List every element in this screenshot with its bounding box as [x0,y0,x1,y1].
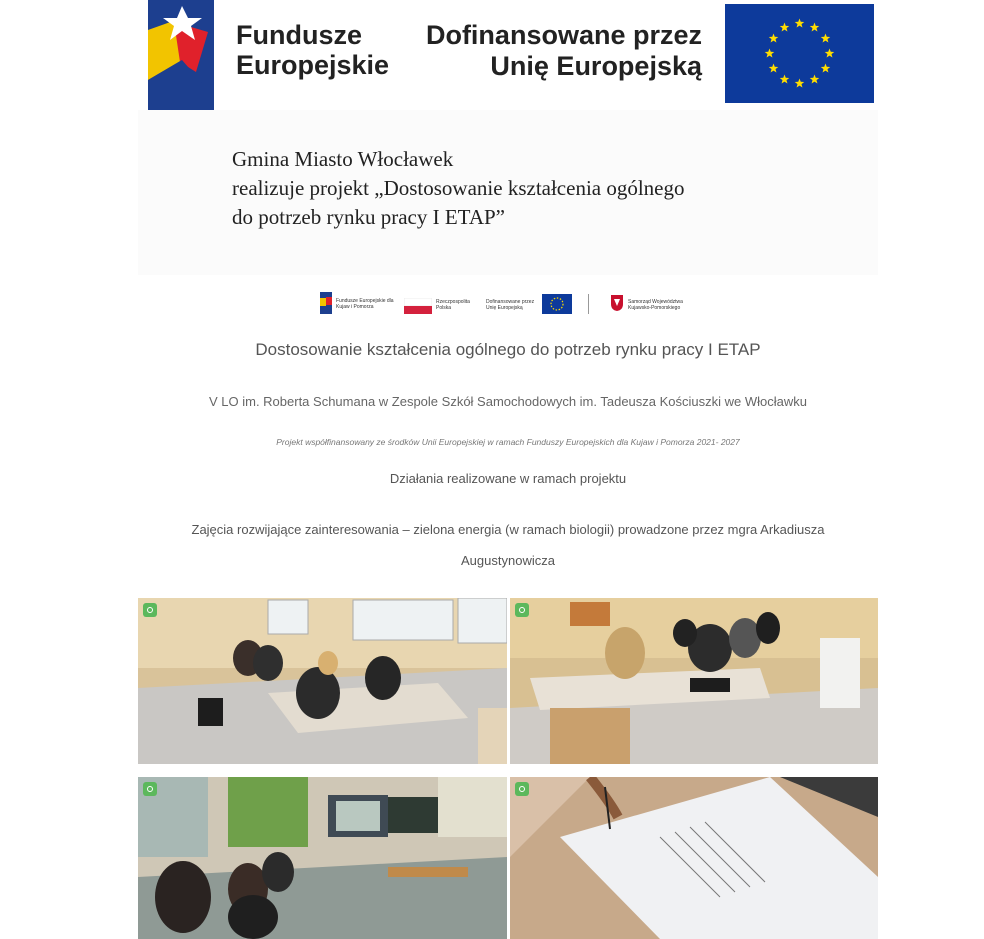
eu-star-icon [821,64,831,73]
eu-star-icon [795,79,805,88]
samorzad-crest-icon [610,294,624,312]
fe-line-2: Europejskie [236,50,390,80]
fe-small-logo-icon [320,292,332,314]
eu-star-icon [769,34,779,43]
eu-star-icon [810,23,820,32]
fe-line-1: Fundusze [236,20,362,50]
gmina-line-2: realizuje projekt „Dostosowanie kształcenia ogólnego [232,176,685,200]
classroom-photo-1-image [138,598,507,764]
dof-line-1: Dofinansowane przez [425,20,702,50]
activity-description: Zajęcia rozwijające zainteresowania – zielona energia (w ramach biologii) prowadzone przez mgra Arkadiusza Augustynowicza [191,522,825,568]
classroom-photo-2[interactable] [510,598,878,764]
project-title: Dostosowanie kształcenia ogólnego do potrzeb rynku pracy I ETAP [255,340,761,359]
eu-star-icon [780,74,790,83]
classroom-photo-1[interactable] [138,598,507,764]
logo-divider [588,294,589,314]
classroom-photo-3[interactable] [138,777,507,939]
gallery-badge-icon [515,782,529,796]
gmina-line-1: Gmina Miasto Włocławek [232,147,454,171]
ue-small-text: Dofinansowane przez Unię Europejską [486,299,535,311]
eu-star-icon [825,49,835,58]
eu-small-flag-icon [542,294,572,314]
fe-small-logo-text: Fundusze Europejskie dla Kujaw i Pomorza [336,298,394,310]
cofinancing-note: Projekt współfinansowany ze środków Unii Europejskiej w ramach Funduszy Europejskich dla Kujaw i Pomorza 2021- 2027 [276,437,740,447]
classroom-photo-3-image [138,777,507,939]
eu-star-icon [795,19,805,28]
actions-heading: Działania realizowane w ramach projektu [389,471,627,486]
eu-star-icon [765,49,775,58]
eu-star-icon [769,64,779,73]
eu-star-icon [810,74,820,83]
fundusze-europejskie-text [236,20,389,80]
rp-logo-text: Rzeczpospolita Polska [436,299,470,311]
logo-strip [318,290,702,320]
samorzad-text: Samorząd Województwa Kujawsko-Pomorskiego [628,299,683,311]
polish-flag-icon [404,298,432,314]
worksheet-photo-4[interactable] [510,777,878,939]
classroom-photo-2-image [510,598,878,764]
eu-star-icon [821,34,831,43]
gallery-badge-icon [143,603,157,617]
fundusze-europejskie-logo-icon [148,0,214,112]
eu-flag-icon [725,4,874,103]
dofinansowane-text [420,20,702,82]
gallery-badge-icon [143,782,157,796]
school-name: V LO im. Roberta Schumana w Zespole Szkół Samochodowych im. Tadeusza Kościuszki we Włocławku [208,394,807,409]
dof-line-2: Unię Europejską [490,51,702,81]
gallery-badge-icon [515,603,529,617]
worksheet-photo-4-image [510,777,878,939]
gmina-line-3: do potrzeb rynku pracy I ETAP” [232,205,505,229]
eu-star-icon [780,23,790,32]
